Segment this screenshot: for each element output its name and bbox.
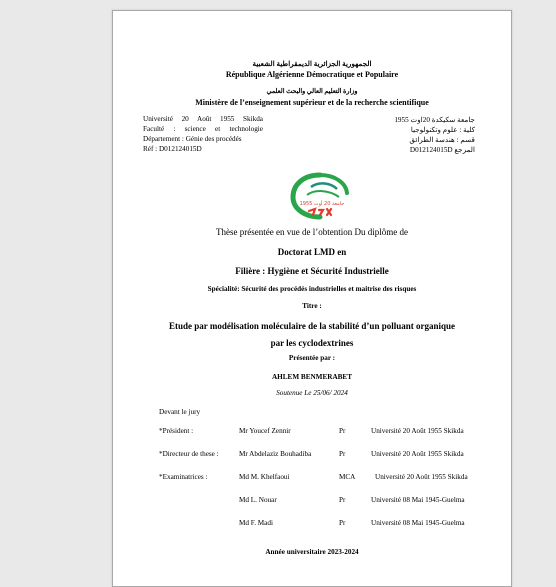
university-info-line-2: Faculté : science et technologie	[143, 125, 263, 133]
jury-name-examiner-2: Md L. Nouar	[239, 496, 277, 504]
academic-year: Année universitaire 2023-2024	[265, 548, 359, 556]
jury-institution-examiner-2: Université 08 Mai 1945-Guelma	[371, 496, 465, 504]
jury-name-director: Mr Abdelaziz Bouhadiba	[239, 450, 312, 458]
jury-institution-director: Université 20 Août 1955 Skikda	[371, 450, 464, 458]
jury-grade-examiner-2: Pr	[339, 496, 346, 504]
jury-name-examiner-3: Md F. Madi	[239, 519, 273, 527]
thesis-intro: Thèse présentée en vue de l’obtention Du diplôme de	[216, 227, 408, 237]
document-page	[112, 10, 512, 587]
jury-grade-examiner-3: Pr	[339, 519, 346, 527]
jury-grade-examiner-1: MCA	[339, 473, 356, 481]
defense-date: Soutenue Le 25/06/ 2024	[276, 389, 348, 397]
jury-role-president: *Président :	[159, 427, 194, 435]
arabic-university-line: جامعة سكيكدة 20اوت 1955	[394, 116, 475, 124]
jury-name-examiner-1: Md M. Khelfaoui	[239, 473, 290, 481]
university-logo	[289, 171, 351, 221]
title-label: Titre :	[302, 302, 322, 310]
filiere-line: Filière : Hygiène et Sécurité Industrielle	[235, 266, 389, 276]
jury-institution-examiner-1: Université 20 Août 1955 Skikda	[375, 473, 468, 481]
header-french-republic: République Algérienne Démocratique et Populaire	[225, 70, 399, 79]
presented-by-label: Présentée par :	[288, 354, 336, 362]
arabic-faculty-line: كلية : علوم وتكنولوجيا	[410, 126, 475, 134]
specialite-line: Spécialité: Sécurité des procédés industrielles et maitrise des risques	[207, 285, 417, 293]
jury-grade-director: Pr	[339, 450, 346, 458]
university-info-line-1: Université 20 Août 1955 Skikda	[143, 115, 263, 123]
degree-line: Doctorat LMD en	[277, 247, 347, 257]
jury-name-president: Mr Youcef Zennir	[239, 427, 291, 435]
thesis-title-line-2: par les cyclodextrines	[270, 338, 354, 348]
jury-role-examiners: *Examinatrices :	[159, 473, 208, 481]
university-info-line-3: Département : Génie des procédés	[143, 135, 242, 143]
jury-institution-president: Université 20 Août 1955 Skikda	[371, 427, 464, 435]
reference-right: D012124015D المرجع	[409, 146, 475, 154]
header-arabic-ministry: وزارة التعليم العالي والبحث العلمي	[266, 88, 358, 95]
jury-role-director: *Directeur de these :	[159, 450, 219, 458]
arabic-department-line: قسم : هندسة الطرائق	[409, 136, 475, 144]
jury-heading: Devant le jury	[159, 408, 201, 416]
header-arabic-republic: الجمهورية الجزائرية الديمقراطية الشعبية	[252, 60, 372, 68]
header-french-ministry: Ministère de l’enseignement supérieur et de la recherche scientifique	[195, 98, 429, 107]
thesis-title-line-1: Etude par modélisation moléculaire de la stabilité d’un polluant organique	[169, 321, 455, 331]
logo-text: جامعة 20 أوت 1955	[299, 201, 345, 207]
jury-grade-president: Pr	[339, 427, 346, 435]
reference-left: Réf : D012124015D	[143, 145, 202, 153]
jury-institution-examiner-3: Université 08 Mai 1945-Guelma	[371, 519, 465, 527]
author-name: AHLEM BENMERABET	[271, 373, 353, 381]
